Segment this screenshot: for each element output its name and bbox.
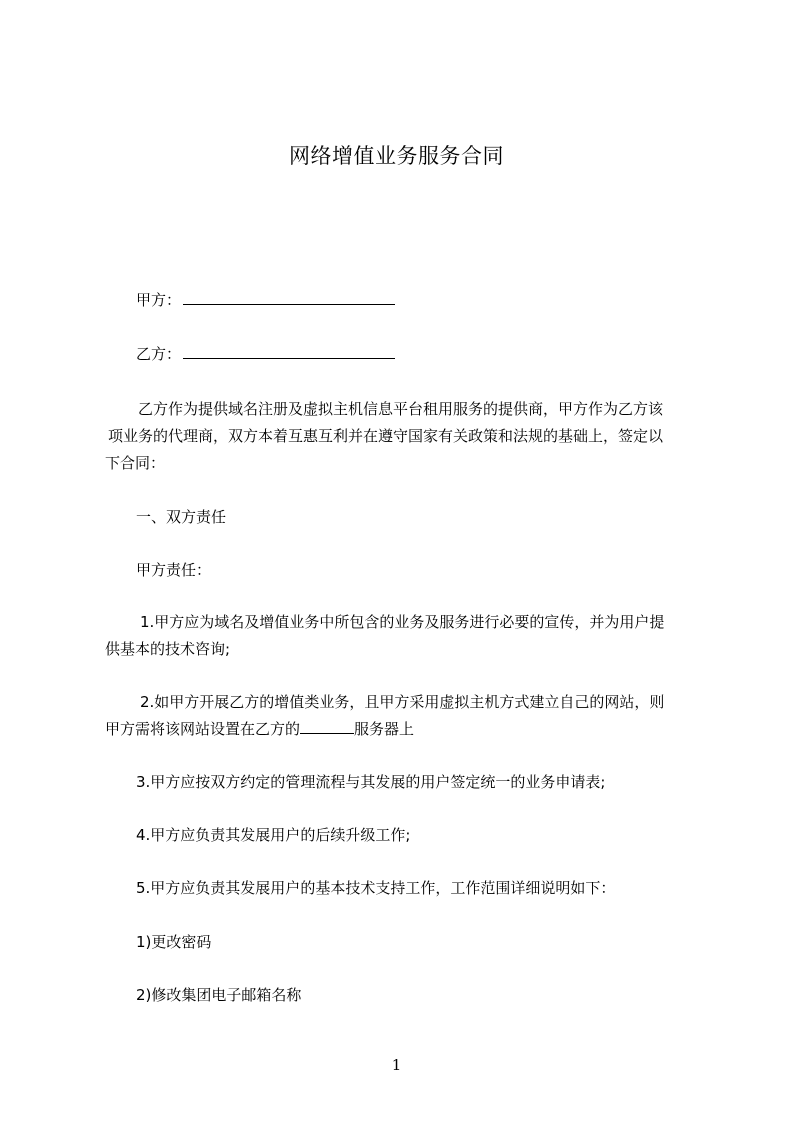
clause-3: 3.甲方应按双方约定的管理流程与其发展的用户签定统一的业务申请表; bbox=[136, 773, 606, 791]
clause-4: 4.甲方应负责其发展用户的后续升级工作; bbox=[136, 826, 411, 844]
server-blank bbox=[300, 719, 354, 734]
party-b-line bbox=[136, 344, 395, 364]
sub-item-1: 1)更改密码 bbox=[136, 933, 212, 951]
party-b-label: 乙方： bbox=[136, 345, 182, 363]
section-1-heading: 一、双方责任 bbox=[136, 508, 227, 526]
document-title: 网络增值业务服务合同 bbox=[289, 144, 504, 168]
clause-5: 5.甲方应负责其发展用户的基本技术支持工作，工作范围详细说明如下： bbox=[136, 879, 616, 897]
sub-item-2: 2)修改集团电子邮箱名称 bbox=[136, 986, 302, 1004]
clause-2-line-2-pre: 甲方需将该网站设置在乙方的 bbox=[105, 720, 301, 738]
clause-2-line-2 bbox=[105, 719, 414, 739]
party-a-line bbox=[136, 290, 395, 310]
party-a-duties-heading: 甲方责任： bbox=[136, 561, 212, 579]
page-number: 1 bbox=[391, 1056, 402, 1074]
party-a-label: 甲方： bbox=[136, 291, 182, 309]
intro-line-3: 下合同： bbox=[105, 454, 166, 472]
party-a-blank bbox=[183, 290, 395, 305]
clause-2-line-1: 2.如甲方开展乙方的增值类业务，且甲方采用虚拟主机方式建立自己的网站，则 bbox=[140, 693, 665, 711]
clause-2-line-2-post: 服务器上 bbox=[354, 720, 415, 738]
clause-1-line-2: 供基本的技术咨询; bbox=[105, 640, 231, 658]
party-b-blank bbox=[183, 344, 395, 359]
intro-line-2: 项业务的代理商，双方本着互惠互利并在遵守国家有关政策和法规的基础上，签定以 bbox=[108, 427, 664, 445]
intro-line-1: 乙方作为提供域名注册及虚拟主机信息平台租用服务的提供商，甲方作为乙方该 bbox=[138, 400, 664, 418]
clause-1-line-1: 1.甲方应为域名及增值业务中所包含的业务及服务进行必要的宣传，并为用户提 bbox=[140, 613, 665, 631]
